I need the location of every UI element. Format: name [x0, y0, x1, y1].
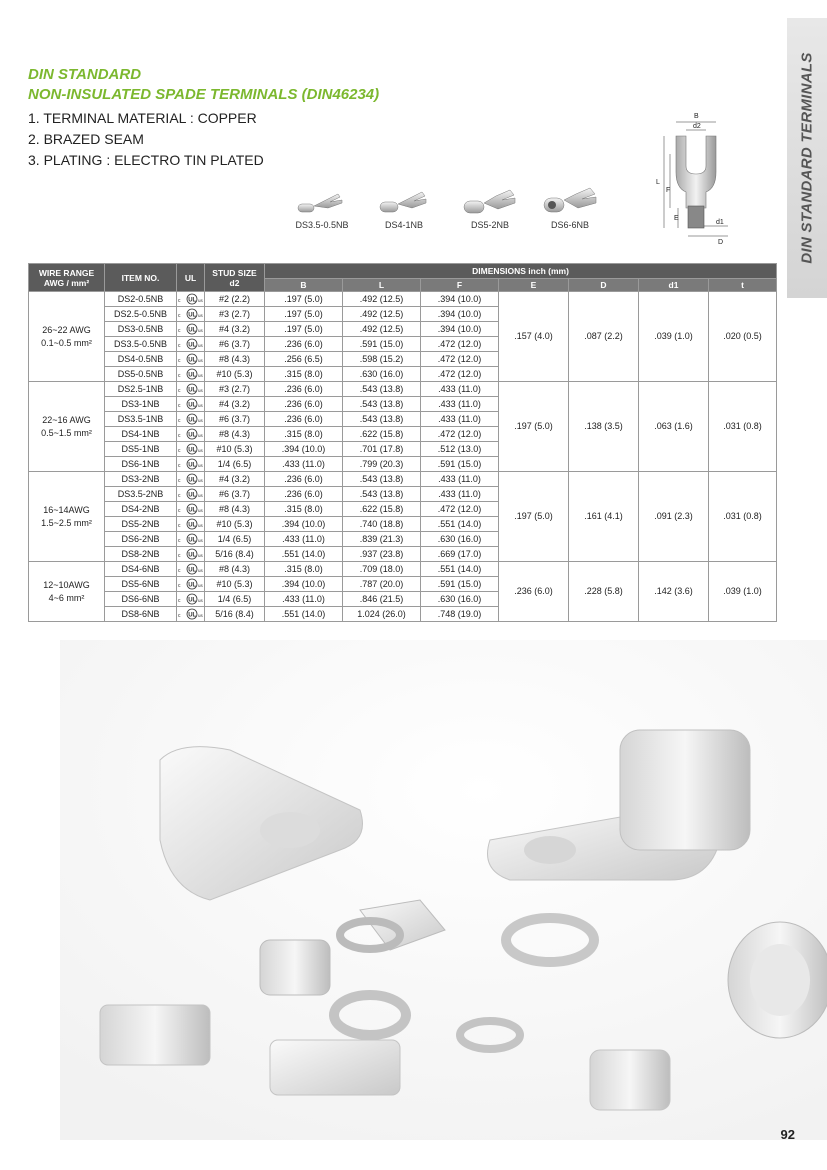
svg-text:c: c: [178, 403, 181, 410]
stud-size-cell: 1/4 (6.5): [205, 532, 265, 547]
dim-b-cell: .433 (11.0): [265, 592, 343, 607]
svg-text:c: c: [178, 478, 181, 485]
col-header-t: t: [709, 279, 777, 292]
dim-t-cell: .020 (0.5): [709, 292, 777, 382]
dim-d1-cell: .063 (1.6): [639, 382, 709, 472]
ul-certification-icon: [177, 428, 205, 440]
dim-l-cell: .543 (13.8): [343, 397, 421, 412]
svg-text:c: c: [178, 418, 181, 425]
dim-t-cell: .031 (0.8): [709, 472, 777, 562]
table-row: [29, 292, 777, 307]
ul-certification-icon: [177, 578, 205, 590]
dim-f-cell: .472 (12.0): [421, 367, 499, 382]
svg-text:UL: UL: [188, 342, 197, 349]
wire-range-cell: 22~16 AWG 0.5~1.5 mm²: [29, 382, 105, 472]
ul-cell: [177, 292, 205, 307]
dim-label-d1: d1: [716, 219, 724, 226]
svg-text:us: us: [198, 343, 203, 349]
svg-text:us: us: [198, 373, 203, 379]
product-photo: [60, 640, 827, 1140]
svg-text:UL: UL: [188, 327, 197, 334]
ul-cell: [177, 412, 205, 427]
stud-size-cell: #6 (3.7): [205, 487, 265, 502]
dim-label-d: D: [718, 239, 724, 246]
dim-b-cell: .236 (6.0): [265, 487, 343, 502]
wire-range-cell: 26~22 AWG 0.1~0.5 mm²: [29, 292, 105, 382]
terminal-dimension-diagram: [648, 108, 740, 248]
wire-range-cell: 12~10AWG 4~6 mm²: [29, 562, 105, 622]
title-line-1: DIN STANDARD: [28, 66, 142, 83]
dim-t-cell: .039 (1.0): [709, 562, 777, 622]
svg-text:c: c: [178, 613, 181, 620]
dim-b-cell: .394 (10.0): [265, 517, 343, 532]
col-header-e: E: [499, 279, 569, 292]
item-no-cell: DS3-1NB: [105, 397, 177, 412]
dim-f-cell: .630 (16.0): [421, 592, 499, 607]
svg-text:us: us: [198, 583, 203, 589]
dim-d1-cell: .091 (2.3): [639, 472, 709, 562]
dim-b-cell: .236 (6.0): [265, 382, 343, 397]
spade-terminal-icon: [460, 186, 520, 218]
svg-text:us: us: [198, 298, 203, 304]
spade-terminal-icon: [540, 186, 600, 218]
svg-text:c: c: [178, 568, 181, 575]
thumb-label: DS3.5-0.5NB: [295, 220, 349, 230]
stud-size-cell: #10 (5.3): [205, 577, 265, 592]
dim-l-cell: 1.024 (26.0): [343, 607, 421, 622]
dim-f-cell: .630 (16.0): [421, 532, 499, 547]
svg-text:us: us: [198, 403, 203, 409]
svg-text:c: c: [178, 508, 181, 515]
item-no-cell: DS3.5-2NB: [105, 487, 177, 502]
item-no-cell: DS8-6NB: [105, 607, 177, 622]
svg-text:UL: UL: [188, 447, 197, 454]
svg-text:UL: UL: [188, 582, 197, 589]
side-tab-label: DIN STANDARD TERMINALS: [798, 52, 816, 264]
dim-b-cell: .197 (5.0): [265, 292, 343, 307]
svg-text:us: us: [198, 613, 203, 619]
stud-size-cell: 1/4 (6.5): [205, 457, 265, 472]
col-header-stud-size: STUD SIZE d2: [205, 264, 265, 292]
ul-certification-icon: [177, 338, 205, 350]
dim-d1-cell: .142 (3.6): [639, 562, 709, 622]
item-no-cell: DS5-0.5NB: [105, 367, 177, 382]
ul-certification-icon: [177, 308, 205, 320]
dim-label-e: E: [674, 215, 679, 222]
table-row: [29, 562, 777, 577]
dim-b-cell: .394 (10.0): [265, 442, 343, 457]
dim-l-cell: .839 (21.3): [343, 532, 421, 547]
svg-text:us: us: [198, 328, 203, 334]
feature-list: [28, 108, 264, 171]
col-header-item-no: ITEM NO.: [105, 264, 177, 292]
col-header-f: F: [421, 279, 499, 292]
dim-b-cell: .433 (11.0): [265, 457, 343, 472]
ul-certification-icon: [177, 608, 205, 620]
dim-b-cell: .315 (8.0): [265, 367, 343, 382]
dim-d-cell: .161 (4.1): [569, 472, 639, 562]
stud-size-cell: #3 (2.7): [205, 307, 265, 322]
svg-text:c: c: [178, 598, 181, 605]
svg-text:UL: UL: [188, 357, 197, 364]
thumb-label: DS5-2NB: [470, 220, 509, 230]
svg-text:UL: UL: [188, 417, 197, 424]
ul-cell: [177, 427, 205, 442]
svg-text:us: us: [198, 538, 203, 544]
ul-cell: [177, 532, 205, 547]
dim-f-cell: .433 (11.0): [421, 382, 499, 397]
svg-text:c: c: [178, 553, 181, 560]
item-no-cell: DS5-1NB: [105, 442, 177, 457]
product-thumbnails: [282, 186, 602, 238]
ul-cell: [177, 442, 205, 457]
svg-text:UL: UL: [188, 597, 197, 604]
feature-item: 2. BRAZED SEAM: [28, 131, 144, 147]
ul-cell: [177, 352, 205, 367]
dim-label-d2: d2: [693, 123, 701, 130]
spec-table-body: [29, 292, 777, 622]
stud-size-cell: #8 (4.3): [205, 427, 265, 442]
item-no-cell: DS6-1NB: [105, 457, 177, 472]
svg-text:us: us: [198, 418, 203, 424]
stud-size-cell: #2 (2.2): [205, 292, 265, 307]
svg-text:us: us: [198, 553, 203, 559]
dim-b-cell: .256 (6.5): [265, 352, 343, 367]
thumb-ds3-5-0-5nb: [282, 186, 362, 230]
dim-e-cell: .197 (5.0): [499, 382, 569, 472]
item-no-cell: DS5-2NB: [105, 517, 177, 532]
stud-size-cell: #4 (3.2): [205, 397, 265, 412]
svg-text:c: c: [178, 298, 181, 305]
svg-text:us: us: [198, 493, 203, 499]
svg-text:UL: UL: [188, 477, 197, 484]
dim-label-l: L: [656, 179, 660, 186]
dim-b-cell: .315 (8.0): [265, 502, 343, 517]
ul-cell: [177, 577, 205, 592]
dim-f-cell: .551 (14.0): [421, 517, 499, 532]
svg-text:c: c: [178, 433, 181, 440]
svg-text:UL: UL: [188, 537, 197, 544]
ul-certification-icon: [177, 488, 205, 500]
dim-f-cell: .433 (11.0): [421, 397, 499, 412]
svg-text:UL: UL: [188, 402, 197, 409]
dim-d1-cell: .039 (1.0): [639, 292, 709, 382]
ul-certification-icon: [177, 293, 205, 305]
dim-l-cell: .543 (13.8): [343, 382, 421, 397]
dim-f-cell: .433 (11.0): [421, 487, 499, 502]
svg-text:UL: UL: [188, 612, 197, 619]
item-no-cell: DS4-1NB: [105, 427, 177, 442]
svg-text:c: c: [178, 358, 181, 365]
dim-f-cell: .669 (17.0): [421, 547, 499, 562]
item-no-cell: DS8-2NB: [105, 547, 177, 562]
title-line-2: NON-INSULATED SPADE TERMINALS (DIN46234): [28, 86, 380, 103]
col-header-d: D: [569, 279, 639, 292]
ul-cell: [177, 592, 205, 607]
feature-item: 3. PLATING : ELECTRO TIN PLATED: [28, 152, 264, 168]
svg-text:us: us: [198, 448, 203, 454]
ul-cell: [177, 367, 205, 382]
dim-f-cell: .433 (11.0): [421, 412, 499, 427]
dim-l-cell: .630 (16.0): [343, 367, 421, 382]
stud-size-cell: #10 (5.3): [205, 517, 265, 532]
feature-item: 1. TERMINAL MATERIAL : COPPER: [28, 110, 257, 126]
table-row: [29, 472, 777, 487]
ul-certification-icon: [177, 593, 205, 605]
dim-l-cell: .492 (12.5): [343, 292, 421, 307]
dim-b-cell: .394 (10.0): [265, 577, 343, 592]
col-header-l: L: [343, 279, 421, 292]
dim-b-cell: .315 (8.0): [265, 562, 343, 577]
ul-cell: [177, 397, 205, 412]
item-no-cell: DS2-0.5NB: [105, 292, 177, 307]
svg-text:c: c: [178, 448, 181, 455]
svg-text:UL: UL: [188, 507, 197, 514]
dim-l-cell: .598 (15.2): [343, 352, 421, 367]
dim-l-cell: .937 (23.8): [343, 547, 421, 562]
thumb-label: DS4-1NB: [384, 220, 423, 230]
ul-certification-icon: [177, 503, 205, 515]
ul-cell: [177, 337, 205, 352]
ul-certification-icon: [177, 563, 205, 575]
ul-cell: [177, 472, 205, 487]
thumb-ds5-2nb: [450, 186, 530, 230]
dim-b-cell: .236 (6.0): [265, 397, 343, 412]
svg-text:c: c: [178, 538, 181, 545]
dim-l-cell: .543 (13.8): [343, 472, 421, 487]
spec-table: [28, 263, 777, 622]
ul-certification-icon: [177, 533, 205, 545]
item-no-cell: DS6-2NB: [105, 532, 177, 547]
spade-terminal-icon: [292, 186, 352, 218]
dim-f-cell: .433 (11.0): [421, 472, 499, 487]
ul-certification-icon: [177, 473, 205, 485]
ul-cell: [177, 487, 205, 502]
dim-l-cell: .492 (12.5): [343, 322, 421, 337]
ul-certification-icon: [177, 458, 205, 470]
spade-terminal-icon: [374, 186, 434, 218]
page-title: [28, 65, 379, 105]
ul-certification-icon: [177, 323, 205, 335]
stud-size-cell: 1/4 (6.5): [205, 592, 265, 607]
ul-cell: [177, 382, 205, 397]
dim-b-cell: .433 (11.0): [265, 532, 343, 547]
page-number: 92: [780, 1127, 795, 1142]
dim-b-cell: .197 (5.0): [265, 322, 343, 337]
item-no-cell: DS3.5-0.5NB: [105, 337, 177, 352]
ul-certification-icon: [177, 413, 205, 425]
dim-f-cell: .748 (19.0): [421, 607, 499, 622]
svg-text:c: c: [178, 328, 181, 335]
table-row: [29, 382, 777, 397]
dim-l-cell: .701 (17.8): [343, 442, 421, 457]
item-no-cell: DS3.5-1NB: [105, 412, 177, 427]
svg-text:us: us: [198, 568, 203, 574]
dim-l-cell: .591 (15.0): [343, 337, 421, 352]
dim-f-cell: .394 (10.0): [421, 292, 499, 307]
item-no-cell: DS4-0.5NB: [105, 352, 177, 367]
dim-f-cell: .591 (15.0): [421, 457, 499, 472]
svg-text:c: c: [178, 523, 181, 530]
dim-d-cell: .087 (2.2): [569, 292, 639, 382]
svg-text:UL: UL: [188, 297, 197, 304]
dim-l-cell: .787 (20.0): [343, 577, 421, 592]
dim-f-cell: .551 (14.0): [421, 562, 499, 577]
ul-certification-icon: [177, 398, 205, 410]
dim-b-cell: .236 (6.0): [265, 337, 343, 352]
item-no-cell: DS6-6NB: [105, 592, 177, 607]
dim-t-cell: .031 (0.8): [709, 382, 777, 472]
stud-size-cell: #8 (4.3): [205, 562, 265, 577]
dim-b-cell: .236 (6.0): [265, 472, 343, 487]
item-no-cell: DS2.5-1NB: [105, 382, 177, 397]
dim-d-cell: .138 (3.5): [569, 382, 639, 472]
svg-text:UL: UL: [188, 522, 197, 529]
item-no-cell: DS3-0.5NB: [105, 322, 177, 337]
svg-text:us: us: [198, 478, 203, 484]
svg-text:c: c: [178, 463, 181, 470]
svg-text:UL: UL: [188, 492, 197, 499]
svg-text:c: c: [178, 313, 181, 320]
dim-f-cell: .472 (12.0): [421, 427, 499, 442]
svg-text:UL: UL: [188, 387, 197, 394]
stud-size-cell: 5/16 (8.4): [205, 607, 265, 622]
svg-text:us: us: [198, 463, 203, 469]
dim-l-cell: .846 (21.5): [343, 592, 421, 607]
stud-size-cell: #8 (4.3): [205, 352, 265, 367]
stud-size-cell: #4 (3.2): [205, 472, 265, 487]
stud-size-cell: 5/16 (8.4): [205, 547, 265, 562]
col-header-ul: UL: [177, 264, 205, 292]
ul-cell: [177, 457, 205, 472]
dim-label-b: B: [694, 113, 699, 120]
stud-size-cell: #3 (2.7): [205, 382, 265, 397]
ul-certification-icon: [177, 353, 205, 365]
dim-e-cell: .197 (5.0): [499, 472, 569, 562]
dim-l-cell: .492 (12.5): [343, 307, 421, 322]
svg-text:UL: UL: [188, 432, 197, 439]
dim-f-cell: .394 (10.0): [421, 307, 499, 322]
ul-certification-icon: [177, 548, 205, 560]
dim-b-cell: .551 (14.0): [265, 607, 343, 622]
col-header-b: B: [265, 279, 343, 292]
ul-cell: [177, 547, 205, 562]
dim-b-cell: .236 (6.0): [265, 412, 343, 427]
dim-f-cell: .591 (15.0): [421, 577, 499, 592]
svg-text:UL: UL: [188, 462, 197, 469]
svg-text:us: us: [198, 598, 203, 604]
dim-l-cell: .709 (18.0): [343, 562, 421, 577]
item-no-cell: DS2.5-0.5NB: [105, 307, 177, 322]
dim-f-cell: .394 (10.0): [421, 322, 499, 337]
svg-text:UL: UL: [188, 312, 197, 319]
thumb-ds6-6nb: [530, 186, 610, 230]
thumb-label: DS6-6NB: [550, 220, 589, 230]
col-header-d1: d1: [639, 279, 709, 292]
ul-certification-icon: [177, 368, 205, 380]
thumb-ds4-1nb: [364, 186, 444, 230]
dim-e-cell: .157 (4.0): [499, 292, 569, 382]
col-header-wire-range: WIRE RANGE AWG / mm²: [29, 264, 105, 292]
dim-b-cell: .197 (5.0): [265, 307, 343, 322]
svg-text:us: us: [198, 358, 203, 364]
stud-size-cell: #4 (3.2): [205, 322, 265, 337]
svg-text:us: us: [198, 388, 203, 394]
ul-cell: [177, 322, 205, 337]
dim-b-cell: .551 (14.0): [265, 547, 343, 562]
svg-text:c: c: [178, 388, 181, 395]
stud-size-cell: #10 (5.3): [205, 367, 265, 382]
svg-text:UL: UL: [188, 552, 197, 559]
dim-l-cell: .799 (20.3): [343, 457, 421, 472]
dim-f-cell: .512 (13.0): [421, 442, 499, 457]
dim-e-cell: .236 (6.0): [499, 562, 569, 622]
wire-range-cell: 16~14AWG 1.5~2.5 mm²: [29, 472, 105, 562]
dim-d-cell: .228 (5.8): [569, 562, 639, 622]
svg-text:UL: UL: [188, 567, 197, 574]
item-no-cell: DS4-6NB: [105, 562, 177, 577]
stud-size-cell: #10 (5.3): [205, 442, 265, 457]
dim-l-cell: .740 (18.8): [343, 517, 421, 532]
svg-text:c: c: [178, 343, 181, 350]
item-no-cell: DS4-2NB: [105, 502, 177, 517]
ul-cell: [177, 607, 205, 622]
svg-text:us: us: [198, 523, 203, 529]
item-no-cell: DS5-6NB: [105, 577, 177, 592]
ul-cell: [177, 517, 205, 532]
dim-b-cell: .315 (8.0): [265, 427, 343, 442]
dim-l-cell: .543 (13.8): [343, 412, 421, 427]
stud-size-cell: #8 (4.3): [205, 502, 265, 517]
stud-size-cell: #6 (3.7): [205, 412, 265, 427]
dim-label-f: F: [666, 187, 671, 194]
dim-f-cell: .472 (12.0): [421, 337, 499, 352]
ul-certification-icon: [177, 518, 205, 530]
side-section-tab: [787, 18, 827, 298]
ul-certification-icon: [177, 443, 205, 455]
svg-text:c: c: [178, 373, 181, 380]
dim-l-cell: .622 (15.8): [343, 427, 421, 442]
svg-text:UL: UL: [188, 372, 197, 379]
dim-l-cell: .543 (13.8): [343, 487, 421, 502]
item-no-cell: DS3-2NB: [105, 472, 177, 487]
ul-certification-icon: [177, 383, 205, 395]
svg-text:us: us: [198, 508, 203, 514]
ul-cell: [177, 307, 205, 322]
svg-text:c: c: [178, 583, 181, 590]
svg-text:us: us: [198, 433, 203, 439]
ul-cell: [177, 502, 205, 517]
dim-f-cell: .472 (12.0): [421, 502, 499, 517]
dim-f-cell: .472 (12.0): [421, 352, 499, 367]
stud-size-cell: #6 (3.7): [205, 337, 265, 352]
svg-text:us: us: [198, 313, 203, 319]
ul-cell: [177, 562, 205, 577]
dim-l-cell: .622 (15.8): [343, 502, 421, 517]
col-header-dimensions: DIMENSIONS inch (mm): [265, 264, 777, 279]
svg-text:c: c: [178, 493, 181, 500]
